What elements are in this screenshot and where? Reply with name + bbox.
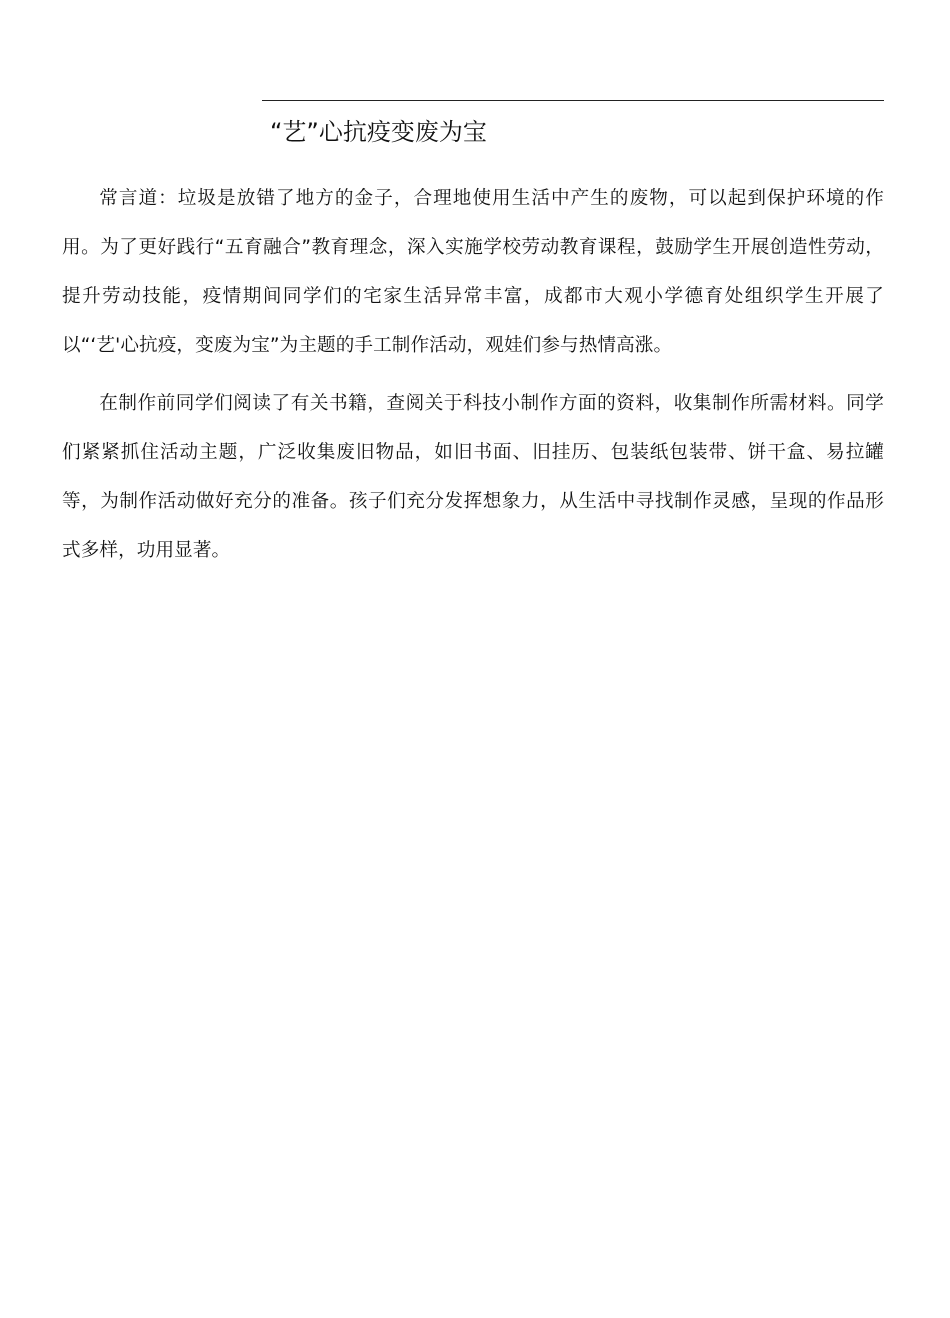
paragraph-preparation: 在制作前同学们阅读了有关书籍，查阅关于科技小制作方面的资料，收集制作所需材料。同学们紧紧抓住活动主题，广泛收集废旧物品，如旧书面、旧挂历、包装纸包装带、饼干盒、易拉罐等，为制作活动做好充分的准备。孩子们充分发挥想象力，从生活中寻找制作灵感，呈现的作品形式多样，功用显著。 — [62, 393, 884, 561]
document-body — [62, 174, 884, 575]
document-title: “艺”心抗疫变废为宝 — [270, 118, 487, 146]
paragraph-intro: 常言道：垃圾是放错了地方的金子，合理地使用生活中产生的废物，可以起到保护环境的作用。为了更好践行“五育融合”教育理念，深入实施学校劳动教育课程，鼓励学生开展创造性劳动，提升劳动技能，疫情期间同学们的宅家生活异常丰富，成都市大观小学德育处组织学生开展了以“‘艺'心抗疫，变废为宝”为主题的手工制作活动，观娃们参与热情高涨。 — [62, 188, 884, 356]
header-rule — [262, 100, 884, 101]
